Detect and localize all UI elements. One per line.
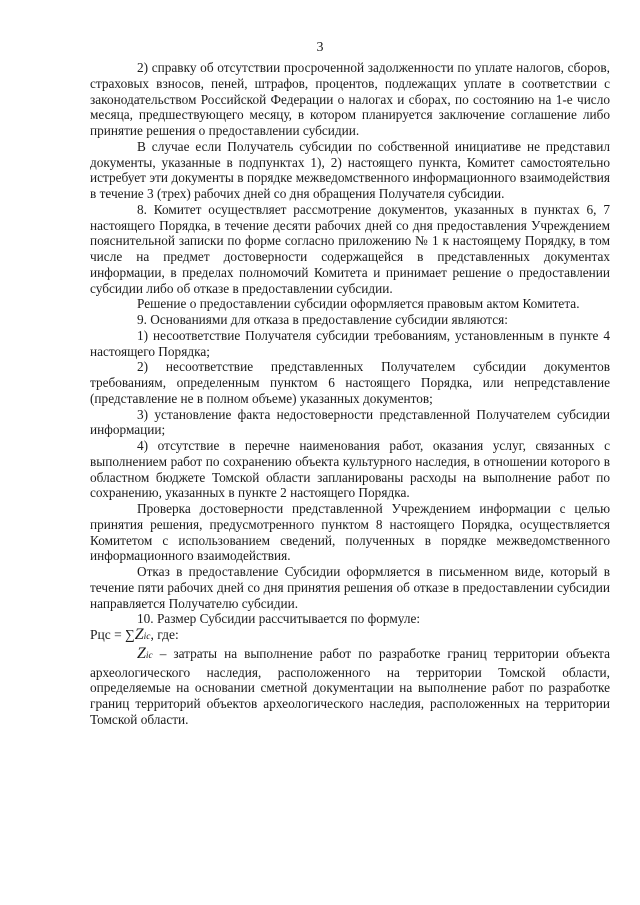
paragraph-verification: Проверка достоверности представленной Учреждением информации с целью принятия решения, предусмотренного пунктом 8 настоящего Порядка, осуществляется Комитетом с использованием сведений, полученных в порядке межведомственного информационного взаимодействия. [90, 501, 610, 564]
formula-subscript: ic [143, 632, 151, 642]
paragraph-refusal: Отказ в предоставление Субсидии оформляется в письменном виде, который в течение пяти рабочих дней со дня принятия решения об отказе в предоставлении субсидии направляется Получателю субсидии. [90, 564, 610, 611]
paragraph-reason-4: 4) отсутствие в перечне наименования работ, оказания услуг, связанных с выполнением работ по сохранению объекта культурного наследия, в отношении которого в областном бюджете Томской области запланированы расходы на выполнение работ по сохранению, указанных в пункте 2 настоящего Порядка. [90, 438, 610, 501]
paragraph-definition [90, 646, 610, 728]
page-number: 3 [316, 40, 324, 55]
paragraph-reason-1: 1) несоответствие Получателя субсидии требованиям, установленным в пункте 4 настоящего Порядка; [90, 327, 610, 359]
formula-lhs: Рцс = [90, 627, 126, 642]
formula-rhs: , где: [150, 627, 179, 642]
document-body [90, 60, 610, 728]
subsidy-formula [90, 627, 610, 646]
paragraph-decision: Решение о предоставлении субсидии оформляется правовым актом Комитета. [137, 296, 580, 312]
formula-sum-symbol: ∑ [125, 627, 135, 642]
paragraph-item-9: 9. Основаниями для отказа в предоставление субсидии являются: [137, 312, 508, 327]
paragraph-item-8: 8. Комитет осуществляет рассмотрение документов, указанных в пунктах 6, 7 настоящего Порядка, в течение десяти рабочих дней со дня предоставления Учреждением пояснительной записки по форме согласно приложению № 1 к настоящему Порядку, в том числе на предмет достоверности содержащейся в представленных документах информации, в пределах полномочий Комитета и принимает решение о предоставлении субсидии либо об отказе в предоставлении субсидии. [90, 201, 610, 296]
definition-subscript: ic [145, 650, 153, 661]
formula-variable: Z [134, 626, 144, 643]
paragraph-certificate: 2) справку об отсутствии просроченной задолженности по уплате налогов, сборов, страховых взносов, пеней, штрафов, процентов, подлежащих уплате в соответствии с законодательством Российской Федерации о налогах и сборах, по состоянию на 1-е число месяца, предшествующего месяцу, в котором планируется заключение соглашение либо принятие решения о предоставлении субсидии. [90, 60, 610, 138]
paragraph-reason-2: 2) несоответствие представленных Получателем субсидии документов требованиям, определенным пунктом 6 настоящего Порядка, или непредставление (представление не в полном объеме) указанных документов; [90, 359, 610, 406]
definition-variable: Z [137, 644, 146, 662]
definition-text: – затраты на выполнение работ по разработке границ территории объекта археологического наследия, расположенного на территории Томской области, определяемые на основании сметной документации на выполнение работ по разработке границ территорий объектов археологического наследия, расположенных на территории Томской области. [90, 645, 610, 727]
paragraph-item-10: 10. Размер Субсидии рассчитывается по формуле: [137, 611, 421, 627]
paragraph-reason-3: 3) установление факта недостоверности представленной Получателем субсидии информации; [90, 406, 610, 438]
paragraph-initiative: В случае если Получатель субсидии по собственной инициативе не представил документы, указанные в подпунктах 1), 2) настоящего пункта, Комитет самостоятельно истребует эти документы в порядке межведомственного информационного взаимодействия в течение 3 (трех) рабочих дней со дня обращения Получателя субсидии. [90, 138, 610, 201]
